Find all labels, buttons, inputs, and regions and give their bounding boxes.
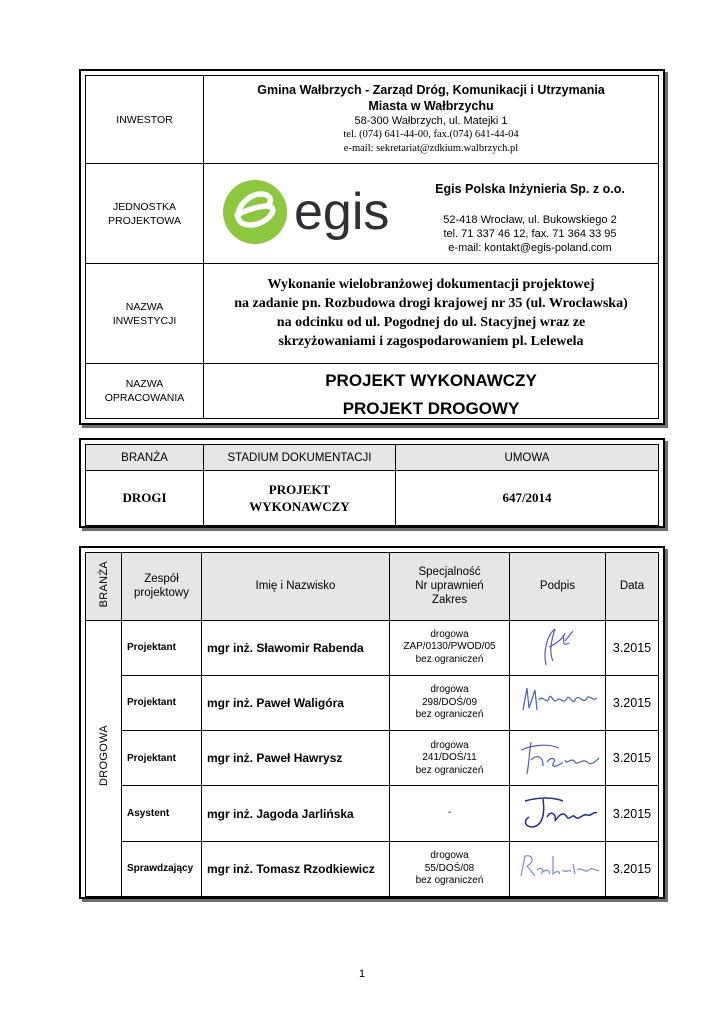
row-person-name: mgr inż. Jagoda Jarlińska	[202, 786, 390, 841]
study-label	[86, 364, 204, 418]
investor-info	[204, 76, 658, 163]
row-date: 3.2015	[606, 675, 659, 730]
summary-branch: DROGI	[86, 471, 204, 526]
row-role: Projektant	[122, 620, 202, 675]
summary-stage-line1: PROJEKT	[268, 482, 331, 497]
egis-logo-text: egis	[294, 183, 390, 241]
row-person-name: mgr inż. Paweł Waligóra	[202, 675, 390, 730]
investment-label-line1: NAZWA	[125, 300, 164, 313]
page-number: 1	[358, 968, 366, 980]
investment-label	[86, 264, 204, 363]
investment-line1: Wykonanie wielobranżowej dokumentacji projektowej	[267, 277, 595, 292]
team-header-name: Imię i Nazwisko	[202, 553, 390, 621]
designer-info	[204, 164, 658, 263]
row-role: Projektant	[122, 731, 202, 786]
summary-table	[85, 444, 659, 526]
team-table	[85, 552, 659, 897]
row-role: Sprawdzający	[122, 841, 202, 896]
signature-image	[510, 620, 606, 675]
designer-label-line2: PROJEKTOWA	[108, 214, 181, 227]
investor-name-line1: Gmina Wałbrzych - Zarząd Dróg, Komunikacji i Utrzymania	[257, 83, 605, 97]
investor-phone: tel. (074) 641-44-00, fax.(074) 641-44-04	[343, 129, 519, 140]
table-row	[86, 841, 659, 896]
summary-header-stage: STADIUM DOKUMENTACJI	[204, 445, 396, 471]
row-date: 3.2015	[606, 786, 659, 841]
study-label-line2: OPRACOWANIA	[104, 392, 185, 404]
investor-address: 58-300 Wałbrzych, ul. Matejki 1	[354, 115, 508, 127]
investor-row	[86, 76, 658, 164]
investment-line3: na odcinku od ul. Pogodnej do ul. Stacyjnej wraz ze	[276, 315, 586, 330]
designer-address: 52-418 Wrocław, ul. Bukowskiego 2	[443, 214, 617, 226]
summary-header-branch: BRANŻA	[86, 445, 204, 471]
investor-name-line2: Miasta w Wałbrzychu	[368, 99, 494, 113]
study-label-line1: NAZWA	[125, 378, 164, 390]
designer-label	[86, 164, 204, 263]
table-row	[86, 731, 659, 786]
team-header-row	[86, 553, 659, 621]
row-spec: drogowa ZAP/0130/PWOD/05 bez ograniczeń	[390, 620, 510, 675]
investor-label: INWESTOR	[86, 76, 204, 163]
signature-image	[510, 841, 606, 896]
designer-email: e-mail: kontakt@egis-poland.com	[448, 242, 612, 254]
table-row	[86, 620, 659, 675]
table-row	[86, 675, 659, 730]
summary-contract: 647/2014	[396, 471, 659, 526]
team-header-branch: BRANŻA	[86, 553, 122, 621]
study-row	[86, 364, 658, 418]
signature-image	[510, 675, 606, 730]
summary-header-contract: UMOWA	[396, 445, 659, 471]
row-spec: -	[390, 786, 510, 841]
row-date: 3.2015	[606, 620, 659, 675]
row-person-name: mgr inż. Sławomir Rabenda	[202, 620, 390, 675]
investment-line2: na zadanie pn. Rozbudowa drogi krajowej nr 35 (ul. Wrocławska)	[234, 296, 628, 311]
egis-logo-icon	[216, 174, 398, 252]
summary-block	[79, 438, 665, 528]
title-block	[79, 69, 665, 425]
designer-company: Egis Polska Inżynieria Sp. z o.o.	[435, 182, 625, 196]
summary-stage-line2: WYKONAWCZY	[249, 499, 350, 514]
team-header-team: Zespół projektowy	[122, 553, 202, 621]
row-date: 3.2015	[606, 731, 659, 786]
row-date: 3.2015	[606, 841, 659, 896]
designer-label-line1: JEDNOSTKA	[112, 200, 176, 213]
row-spec: drogowa 298/DOŚ/09 bez ograniczeń	[390, 675, 510, 730]
investment-row	[86, 264, 658, 364]
designer-phone: tel. 71 337 46 12, fax. 71 364 33 95	[443, 228, 617, 240]
summary-stage	[204, 471, 396, 526]
investment-title	[204, 264, 658, 363]
row-spec: drogowa 55/DOŚ/08 bez ograniczeń	[390, 841, 510, 896]
team-header-spec: Specjalność Nr uprawnień Zakres	[390, 553, 510, 621]
team-header-date: Data	[606, 553, 659, 621]
table-row	[86, 786, 659, 841]
row-role: Asystent	[122, 786, 202, 841]
investment-line4: skrzyżowaniami i zagospodarowaniem pl. Lelewela	[278, 334, 584, 349]
row-person-name: mgr inż. Tomasz Rzodkiewicz	[202, 841, 390, 896]
investor-email: e-mail: sekretariat@zdkium.walbrzych.pl	[343, 143, 519, 154]
signature-image	[510, 786, 606, 841]
egis-logo	[216, 174, 398, 252]
study-line1: PROJEKT WYKONAWCZY	[325, 371, 537, 390]
designer-row	[86, 164, 658, 264]
signature-image	[510, 731, 606, 786]
team-header-signature: Podpis	[510, 553, 606, 621]
team-branch-name: DROGOWA	[97, 725, 110, 787]
row-spec: drogowa 241/DOŚ/11 bez ograniczeń	[390, 731, 510, 786]
study-title	[204, 364, 658, 418]
row-role: Projektant	[122, 675, 202, 730]
investment-label-line2: INWESTYCJI	[112, 314, 177, 327]
study-line2: PROJEKT DROGOWY	[342, 399, 520, 418]
team-branch-cell	[86, 620, 122, 896]
team-block	[79, 546, 665, 899]
row-person-name: mgr inż. Paweł Hawrysz	[202, 731, 390, 786]
